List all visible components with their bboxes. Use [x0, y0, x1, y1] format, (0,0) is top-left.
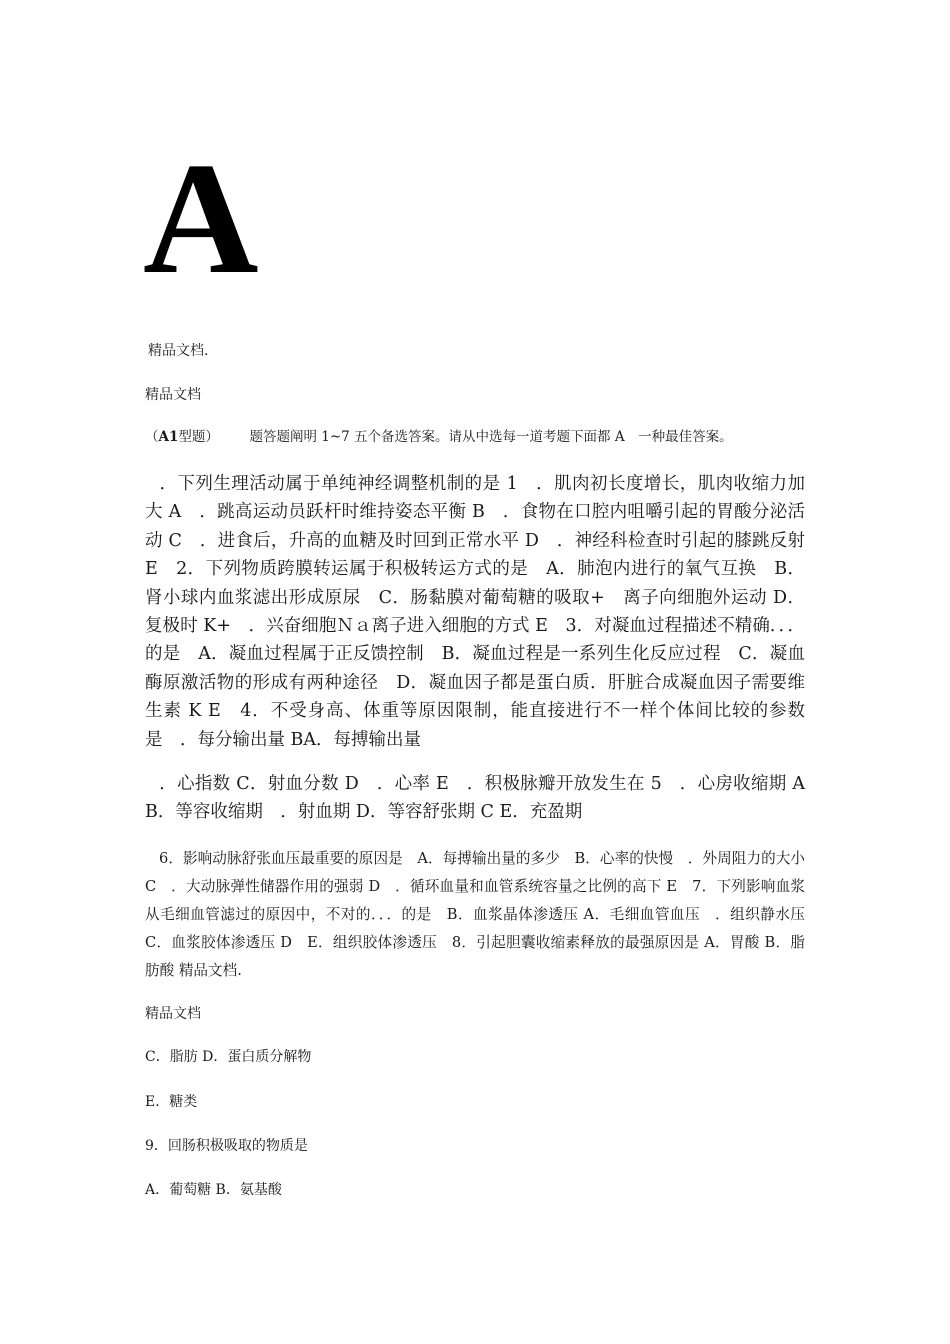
- question-type-intro: [145, 428, 733, 446]
- question-9: 9．回肠积极吸取的物质是: [145, 1138, 308, 1154]
- intro-open-paren: （: [145, 429, 159, 445]
- paragraph-3-text: 6．影响动脉舒张血压最重要的原因是 A．每搏输出量的多少 B．心率的快慢 ．外周阻力的大小 C ．大动脉弹性储器作用的强弱 D ．循环血量和血管系统容量之比例的高下 E 7．下列影响血浆从毛细血管滤过的原因中，不对的．．．的是 B．血浆晶体渗透压 A．毛细血管血压 ．组织静水压 C．血浆胶体渗透压 D E．组织胶体渗透压 8．引起胆囊收缩素释放的最强原因是 A．胃酸 B．脂肪酸 精品文档.: [145, 850, 805, 979]
- intro-text: 题答题阐明 1~7 五个备选答案。请从中选每一道考题下面都 A 一种最佳答案。: [249, 429, 733, 445]
- questions-paragraph-3: [145, 845, 805, 985]
- watermark-line-3: 精品文档: [145, 1006, 201, 1022]
- watermark-line-2: 精品文档: [145, 387, 201, 403]
- intro-type-suffix: 型题）: [178, 429, 219, 445]
- questions-paragraph-2: [145, 770, 805, 826]
- watermark-line-1: 精品文档.: [148, 343, 209, 359]
- option-line-e: E．糖类: [145, 1094, 198, 1110]
- paragraph-2-text: ．心指数 C．射血分数 D ．心率 E ．积极脉瓣开放发生在 5 ．心房收缩期 A B．等容收缩期 ．射血期 D．等容舒张期 C E．充盈期: [145, 774, 805, 822]
- paragraph-1-text: ．下列生理活动属于单纯神经调整机制的是 1 ．肌肉初长度增长，肌肉收缩力加大 A ．跳高运动员跃杆时维持姿态平衡 B ．食物在口腔内咀嚼引起的胃酸分泌活动 C ．进食后，升高的血糖及时回到正常水平 D ．神经科检查时引起的膝跳反射 E 2．下列物质跨膜转运属于积极转运方式的是 A．肺泡内进行的氧气互换 B．肾小球内血浆滤出形成原尿 C．肠黏膜对葡萄糖的吸取+ 离子向细胞外运动 D．复极时 K+ ．兴奋细胞Ｎａ离子进入细胞的方式 E 3．对凝血过程描述不精确．．．的是 A．凝血过程属于正反馈控制 B．凝血过程是一系列生化反应过程 C．凝血酶原激活物的形成有两种途径 D．凝血因子都是蛋白质．肝脏合成凝血因子需要维生素 K E 4．不受身高、体重等原因限制，能直接进行不一样个体间比较的参数是 ．每分输出量 BA．每搏输出量: [145, 474, 805, 750]
- option-line-c: C．脂肪 D．蛋白质分解物: [145, 1049, 312, 1065]
- questions-paragraph-1: [145, 470, 805, 754]
- option-line-a: A．葡萄糖 B．氨基酸: [145, 1182, 282, 1198]
- large-drop-letter: A: [143, 129, 259, 307]
- intro-type-label: A1: [158, 429, 179, 445]
